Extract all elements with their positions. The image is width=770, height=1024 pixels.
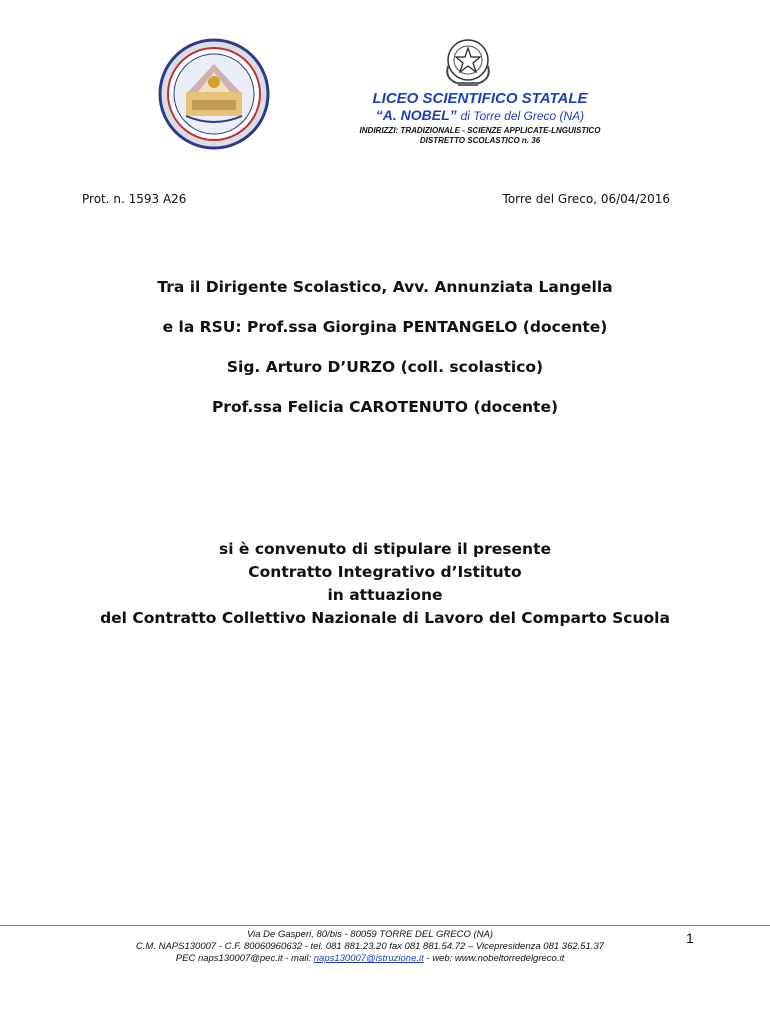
party-line: Sig. Arturo D’URZO (coll. scolastico) xyxy=(226,358,544,376)
footer-pec: PEC naps130007@pec.it xyxy=(175,953,283,964)
italian-republic-emblem-icon xyxy=(440,36,496,88)
footer-web: - web: www.nobeltorredelgreco.it xyxy=(423,953,565,964)
agreement-line: Contratto Integrativo d’Istituto xyxy=(248,563,522,581)
school-distretto: DISTRETTO SCOLASTICO n. 36 xyxy=(419,136,541,145)
parties-block xyxy=(0,276,770,436)
school-nobel: “A. NOBEL” xyxy=(375,107,457,123)
agreement-block xyxy=(0,538,770,630)
party-line: Prof.ssa Felicia CAROTENUTO (docente) xyxy=(211,398,559,416)
page-number: 1 xyxy=(686,930,694,946)
school-indirizzi: INDIRIZZI: TRADIZIONALE - SCIENZE APPLICATE-LNGUISTICO xyxy=(359,126,601,135)
footer-mail-link[interactable]: naps130007@istruzione.it xyxy=(313,953,424,964)
party-line: e la RSU: Prof.ssa Giorgina PENTANGELO (docente) xyxy=(162,318,608,336)
place-date: Torre del Greco, 06/04/2016 xyxy=(502,192,670,206)
footer-address: Via De Gasperi, 80/bis - 80059 TORRE DEL GRECO (NA) xyxy=(246,929,494,940)
agreement-line: in attuazione xyxy=(327,586,443,604)
footer-mail-label: - mail: xyxy=(282,953,314,964)
footer-divider xyxy=(0,925,770,926)
party-line: Tra il Dirigente Scolastico, Avv. Annunziata Langella xyxy=(157,278,613,296)
school-location: di Torre del Greco (NA) xyxy=(460,109,585,123)
footer xyxy=(90,929,650,965)
agreement-line: si è convenuto di stipulare il presente xyxy=(218,540,552,558)
school-seal-icon xyxy=(158,38,270,150)
protocol-number: Prot. n. 1593 A26 xyxy=(82,192,187,206)
footer-contacts xyxy=(90,953,650,965)
footer-codes: C.M. NAPS130007 - C.F. 80060960632 - tel. 081 881.23.20 fax 081 881.54.72 – Vicepresidenza 081 362.51.37 xyxy=(135,941,605,952)
school-subtitle xyxy=(300,107,660,124)
school-name: LICEO SCIENTIFICO STATALE xyxy=(372,90,588,107)
school-header xyxy=(300,90,660,146)
agreement-line: del Contratto Collettivo Nazionale di Lavoro del Comparto Scuola xyxy=(100,609,670,627)
